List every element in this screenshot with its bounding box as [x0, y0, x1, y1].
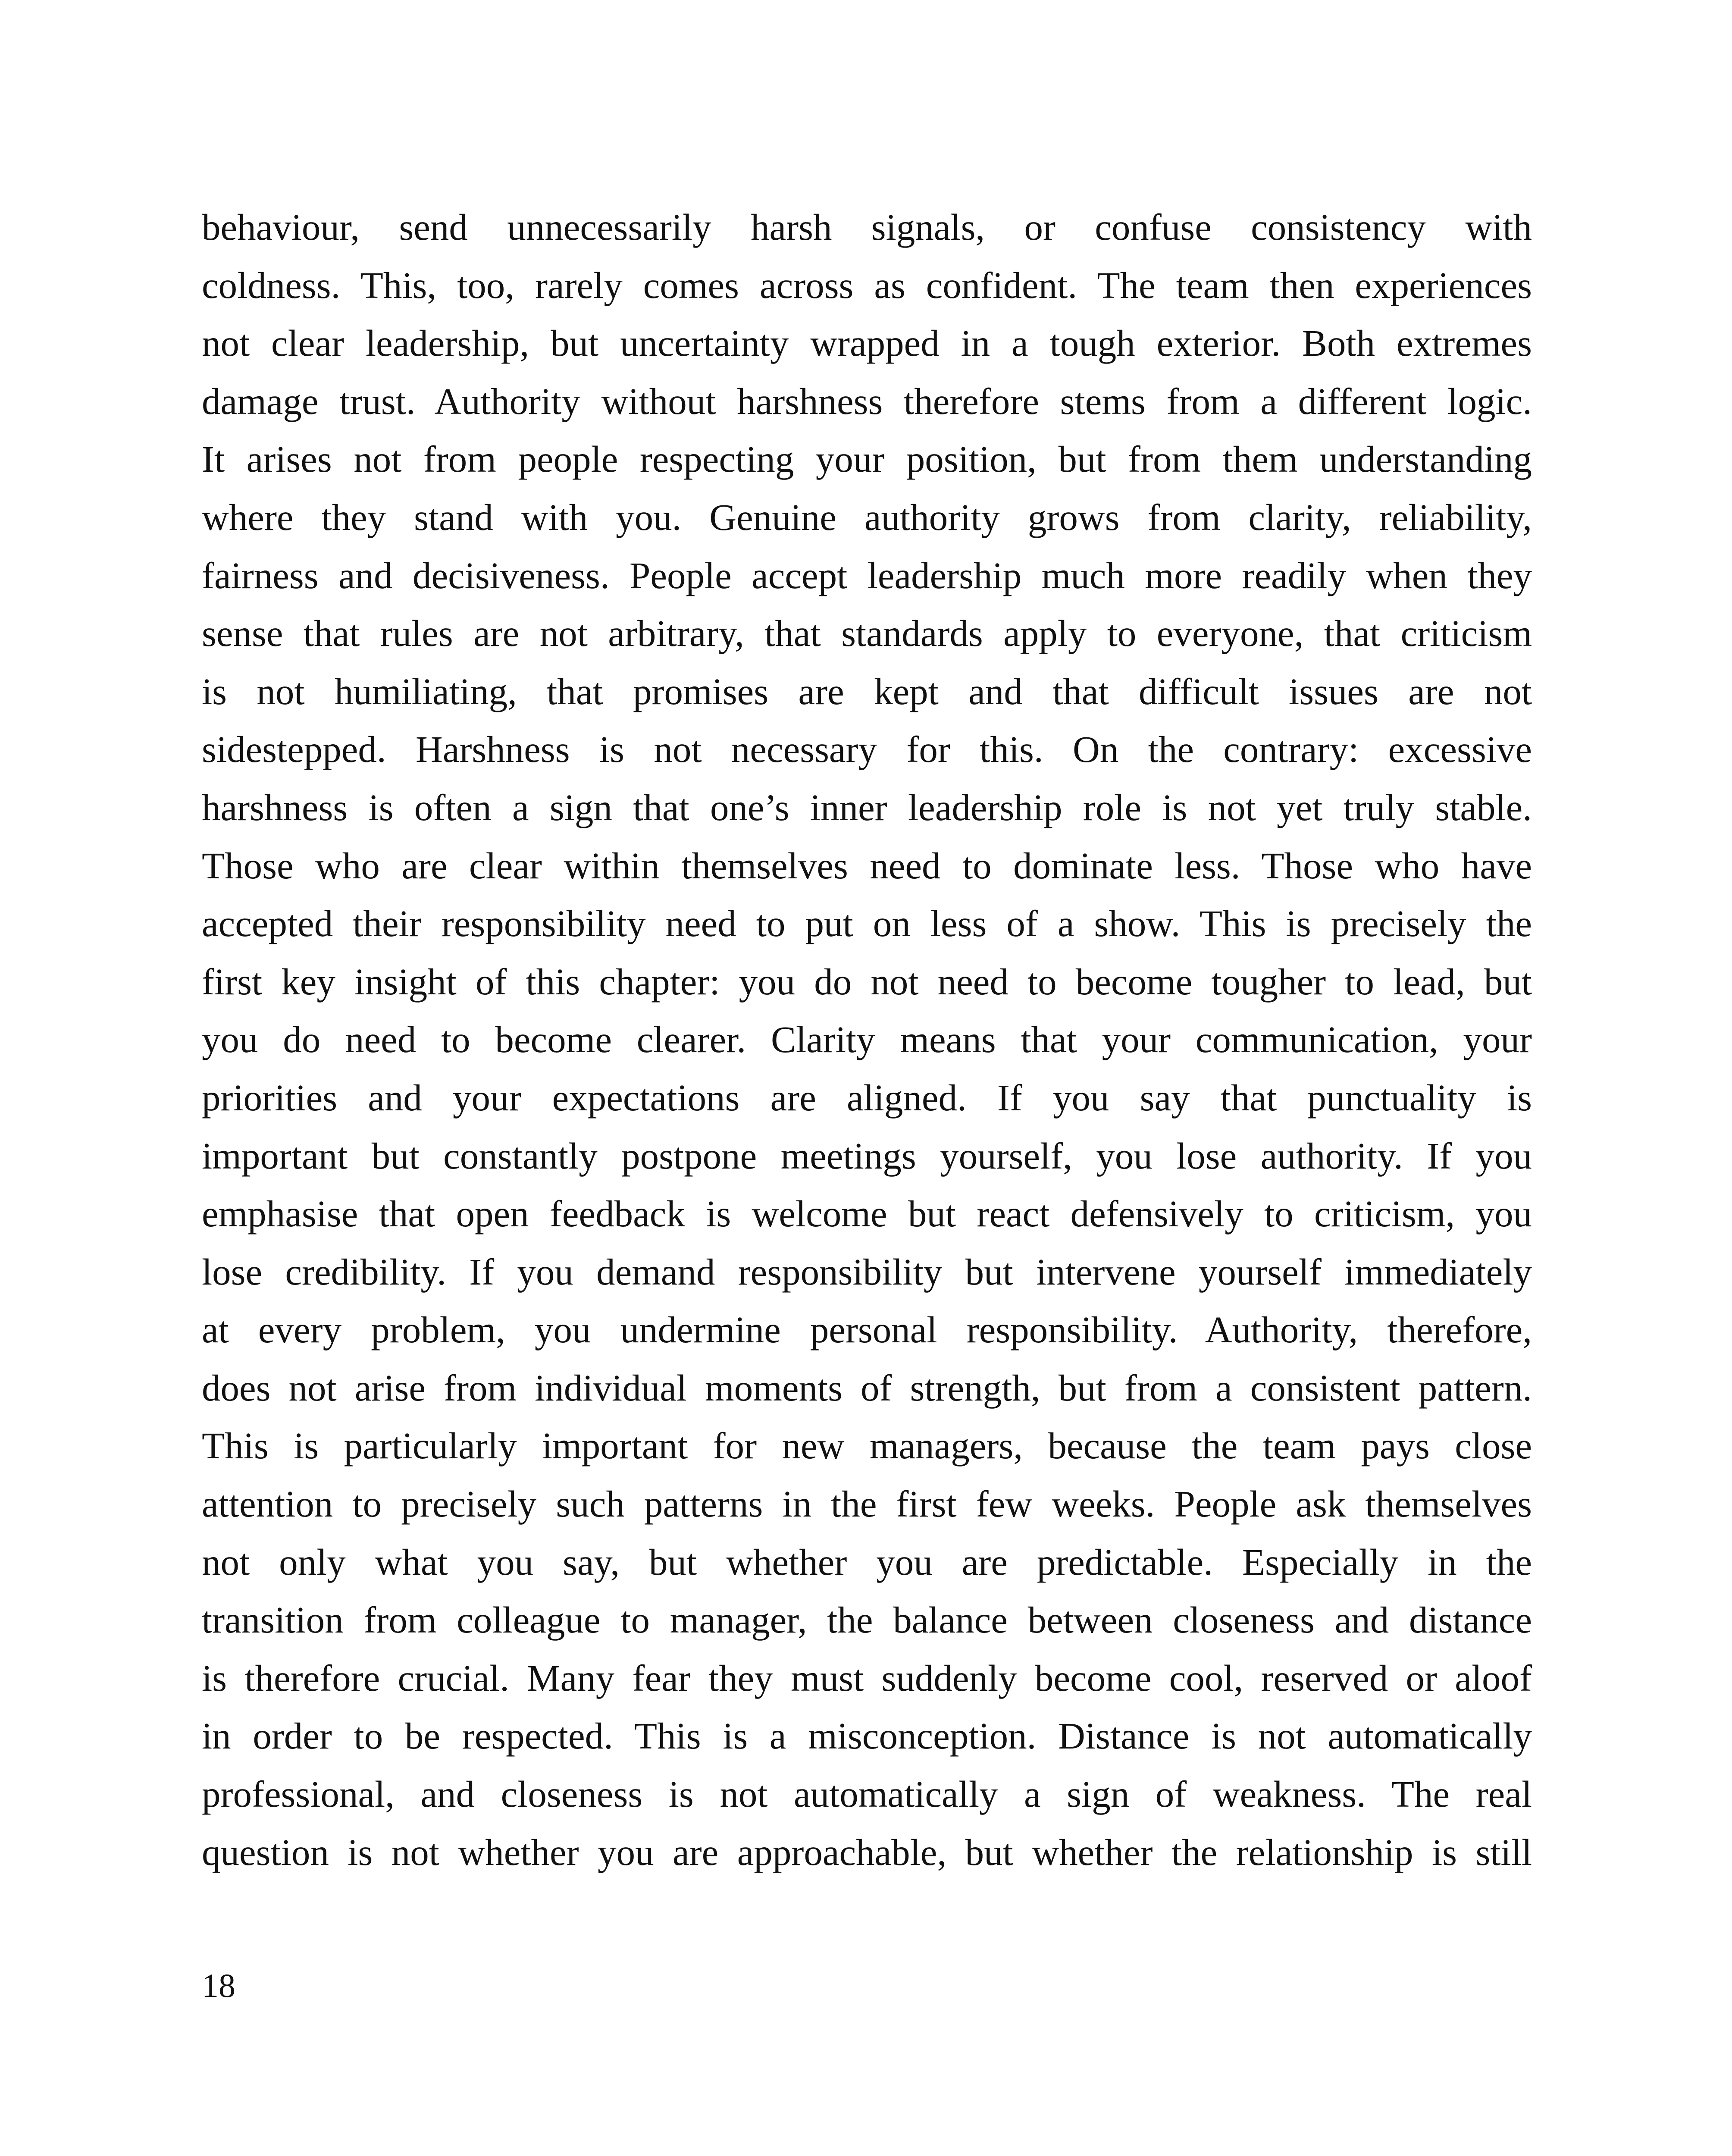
text-line: professional, and closeness is not automatically a sign of weakness. The real — [202, 1773, 1532, 1815]
text-line: coldness. This, too, rarely comes across as confident. The team then experiences — [202, 264, 1532, 306]
text-line: transition from colleague to manager, the balance between closeness and distance — [202, 1599, 1532, 1641]
text-line: does not arise from individual moments of strength, but from a consistent pattern. — [202, 1366, 1532, 1409]
text-line: fairness and decisiveness. People accept leadership much more readily when they — [202, 554, 1532, 596]
text-line: is not humiliating, that promises are kept and that difficult issues are not — [202, 670, 1532, 712]
text-line: behaviour, send unnecessarily harsh signals, or confuse consistency with — [202, 206, 1532, 248]
text-line: where they stand with you. Genuine authority grows from clarity, reliability, — [202, 496, 1532, 538]
text-line: at every problem, you undermine personal responsibility. Authority, therefore, — [202, 1309, 1532, 1351]
text-line: question is not whether you are approachable, but whether the relationship is still — [202, 1831, 1532, 1873]
text-line: sidestepped. Harshness is not necessary for this. On the contrary: excessive — [202, 728, 1532, 771]
text-line: accepted their responsibility need to put on less of a show. This is precisely the — [202, 903, 1532, 945]
text-line: is therefore crucial. Many fear they must suddenly become cool, reserved or aloof — [202, 1657, 1532, 1699]
text-line: you do need to become clearer. Clarity means that your communication, your — [202, 1018, 1532, 1061]
text-line: This is particularly important for new managers, because the team pays close — [202, 1425, 1532, 1467]
text-line: damage trust. Authority without harshness therefore stems from a different logic. — [202, 380, 1532, 422]
text-line: sense that rules are not arbitrary, that standards apply to everyone, that criticism — [202, 612, 1532, 655]
text-line: harshness is often a sign that one’s inner leadership role is not yet truly stable. — [202, 786, 1532, 828]
text-line: attention to precisely such patterns in the first few weeks. People ask themselves — [202, 1483, 1532, 1525]
text-line: important but constantly postpone meetings yourself, you lose authority. If you — [202, 1134, 1532, 1177]
text-line: not only what you say, but whether you are predictable. Especially in the — [202, 1541, 1532, 1583]
page-number: 18 — [202, 1967, 235, 2004]
text-line: It arises not from people respecting your position, but from them understanding — [202, 438, 1532, 480]
text-line: in order to be respected. This is a misconception. Distance is not automatically — [202, 1715, 1532, 1757]
text-line: first key insight of this chapter: you do not need to become tougher to lead, but — [202, 960, 1532, 1003]
text-line: lose credibility. If you demand responsibility but intervene yourself immediately — [202, 1250, 1532, 1293]
text-line: not clear leadership, but uncertainty wrapped in a tough exterior. Both extremes — [202, 322, 1532, 364]
text-line: priorities and your expectations are aligned. If you say that punctuality is — [202, 1076, 1532, 1119]
text-line: Those who are clear within themselves need to dominate less. Those who have — [202, 844, 1532, 887]
body-text — [202, 198, 1532, 1881]
text-line: emphasise that open feedback is welcome but react defensively to criticism, you — [202, 1193, 1532, 1235]
